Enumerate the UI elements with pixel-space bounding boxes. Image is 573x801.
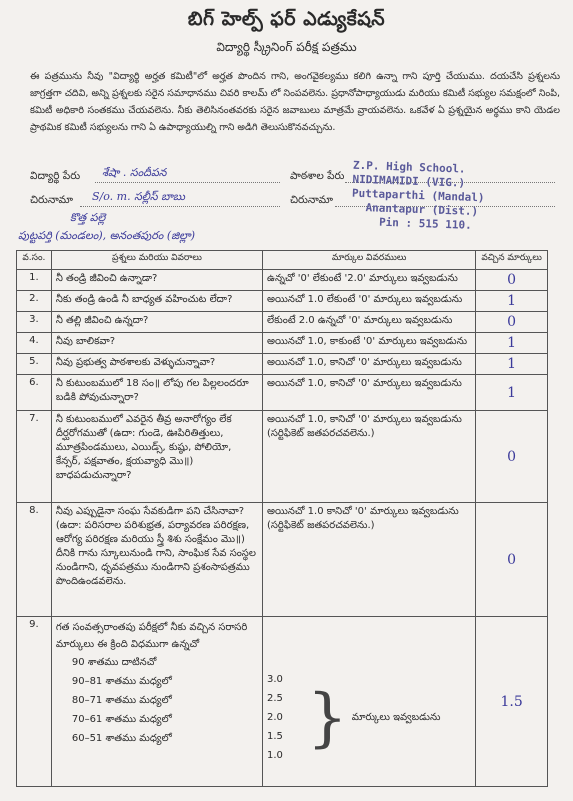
- row-question: నీ కుటుంబములో 18 సం॥ లోపు గల పిల్లలందరూ బడికి పోవుచున్నారా?: [51, 375, 262, 411]
- row-score: 0: [476, 270, 548, 291]
- row-number: 3.: [17, 312, 52, 333]
- father-name-value: S/o. m. సల్లీస్ బాబు: [92, 190, 185, 203]
- row-marks-rule: అయినచో 1.0, కానిచో '0' మార్కులు ఇవ్వబడును: [263, 375, 476, 411]
- table-row: [17, 503, 548, 617]
- row-number: 4.: [17, 333, 52, 354]
- grade-range: 80–71 శాతము మధ్యలో: [71, 695, 172, 706]
- address-label-1: చిరునామా: [30, 194, 73, 206]
- row-question: నీ తండ్రి జీవించి ఉన్నాడా?: [51, 270, 262, 291]
- header-marks-details: మార్కుల వివరములు: [263, 251, 476, 270]
- stamp-line: Puttaparthi (Mandal): [351, 186, 485, 205]
- row-question: గత సంవత్సరాంతపు పరీక్షలో నీకు వచ్చిన సరాసరి మార్కులు ఈ క్రింది విధముగా ఉన్నచో: [55, 622, 248, 650]
- form-title: బిగ్ హెల్ప్ ఫర్ ఎడ్యుకేషన్: [187, 8, 386, 30]
- student-name-value: శేషా . సందీపన: [102, 166, 167, 179]
- row-question: నీ కుటుంబములో ఎవరైన తీవ్ర అనారోగ్యం లేక దీర్ఘరోగముతో (ఉదా: గుండె, ఊపిరితిత్తులు, మూత్రపిండములు, ఎయిడ్స్, కుష్ఠు, పోలియో, కేన్సర్, పక్షవాతం, క్షయవ్యాధి మొ॥) బాధపడుచున్నారా?: [51, 411, 262, 503]
- school-stamp: [351, 159, 486, 234]
- row-number: 1.: [17, 270, 52, 291]
- grade-mark: 2.0: [267, 712, 283, 723]
- row-marks-rule: లేకుంటే 2.0 ఉన్నచో '0' మార్కులు ఇవ్వబడును: [263, 312, 476, 333]
- stamp-line: Anantapur (Dist.): [365, 201, 479, 219]
- row-question-grades: [51, 617, 262, 787]
- row-question: నీవు ప్రభుత్వ పాఠశాలకు వెళ్ళుచున్నావా?: [51, 354, 262, 375]
- row-score: 1: [476, 375, 548, 411]
- row-marks-rule: ఉన్నచో '0' లేకుంటే '2.0' మార్కులు ఇవ్వబడును: [263, 270, 476, 291]
- address-label-2: చిరునామా: [290, 194, 333, 206]
- row-marks-rule: అయినచో 1.0, కాకుంటే '0' మార్కులు ఇవ్వబడును: [263, 333, 476, 354]
- row-score: 0: [476, 503, 548, 617]
- table-row: [17, 333, 548, 354]
- row-marks-rule: మార్కులు ఇవ్వబడును: [351, 711, 441, 723]
- row-question: నీవు ఎప్పుడైనా సంఘ సేవకుడిగా పని చేసినావా? (ఉదా: పరిసరాల పరిశుభ్రత, పర్యావరణ పరిరక్షణ, ఆరోగ్య పరిరక్షణ మరియు స్త్రీ శిశు సంక్షేమం మొ॥) దీనికి గాను స్కూలునుండి గాని, సాంఘిక సేవ సంస్థల నుండిగాని, ధృవపత్రము నుండిగాని ప్రశంసాపత్రము పొందిఉండవలెను.: [51, 503, 262, 617]
- grade-mark: 1.0: [267, 750, 283, 761]
- grade-range: 90 శాతము దాటినచో: [71, 657, 157, 668]
- grade-range: 70–61 శాతము మధ్యలో: [71, 714, 172, 725]
- row-number: 8.: [17, 503, 52, 617]
- row-question: నీవు బాలికవా?: [51, 333, 262, 354]
- stamp-line: Pin : 515 110.: [378, 215, 472, 232]
- header-serial: వ.సం.: [17, 251, 52, 270]
- row-score: 1: [476, 333, 548, 354]
- row-number: 7.: [17, 411, 52, 503]
- header-marks-obtained: వచ్చిన మార్కులు: [476, 251, 548, 270]
- row-number: 9.: [17, 617, 52, 787]
- table-row: [17, 291, 548, 312]
- header-question: ప్రశ్నలు మరియు వివరాలు: [51, 251, 262, 270]
- grade-mark: 2.5: [267, 693, 283, 704]
- row-question: నీ తల్లి జీవించి ఉన్నదా?: [51, 312, 262, 333]
- form-subtitle: విద్యార్థి స్క్రీనింగ్ పరీక్ష పత్రము: [216, 40, 357, 54]
- stamp-line: Z.P. High School.: [352, 158, 466, 176]
- school-name-label: పాఠశాల పేరు: [290, 170, 345, 182]
- row-marks-rule: అయినచో 1.0 లేకుంటే '0' మార్కులు ఇవ్వబడును: [263, 291, 476, 312]
- row-number: 5.: [17, 354, 52, 375]
- row-score: 0: [476, 312, 548, 333]
- intro-paragraph: ఈ పత్రమును నీవు "విద్యార్థి అర్హత కమిటీ"లో అర్హత పొందిన గాని, అంగవైకల్యము కలిగి ఉన్నా గాని పూర్తి చేయుము. దయచేసి ప్రశ్నలను జాగ్రత్తగా చదివి, అన్ని ప్రశ్నలకు సరైన సమాధానము చివరి కాలమ్ లో నింపవలెను. ప్రధానోపాధ్యాయుడు మరియు కమిటీ సభ్యుల సమక్షంలో నింపి, కమిటీ అధికారి సంతకము చేయవలెను. నీకు తెలిసినంతవరకు సరైన జవాబులు మాత్రమే వ్రాయవలెను. ఒకవేళ ఏ ప్రశ్నయైన అర్థము కాని యెడల ప్రాథమిక కమిటీ సభ్యులను గాని ఏ ఉపాధ్యాయుల్ని గాని అడిగి తెలుసుకొనవచ్చును.: [30, 71, 560, 133]
- table-header-row: [17, 251, 548, 270]
- row-question: నీకు తండ్రి ఉండి నీ బాధ్యత వహించుట లేదా?: [51, 291, 262, 312]
- student-name-label: విద్యార్థి పేరు: [30, 170, 81, 182]
- table-row: [17, 617, 548, 787]
- stamp-line: NIDIMAMIDI (VIG.): [352, 172, 466, 190]
- table-row: [17, 375, 548, 411]
- grade-range: 60–51 శాతము మధ్యలో: [71, 733, 172, 744]
- row-marks-rule: అయినచో 1.0 కానిచో '0' మార్కులు ఇవ్వబడును (సర్టిఫికెట్ జతపరచవలెను.): [263, 503, 476, 617]
- row-score: 1: [476, 354, 548, 375]
- row-score: 1.5: [476, 617, 548, 787]
- grade-mark: 3.0: [267, 674, 283, 685]
- row-marks-rule: అయినచో 1.0, కానిచో '0' మార్కులు ఇవ్వబడును: [263, 354, 476, 375]
- grade-mark: 1.5: [267, 731, 283, 742]
- row-marks-grades: [263, 617, 476, 787]
- village-value: కొత్త పల్లె: [70, 211, 106, 224]
- table-row: [17, 312, 548, 333]
- table-row: [17, 411, 548, 503]
- table-row: [17, 270, 548, 291]
- district-value: పుట్టపర్తి (మండలం), అనంతపురం (జిల్లా): [18, 229, 195, 242]
- row-number: 2.: [17, 291, 52, 312]
- address-line-1: [80, 206, 280, 207]
- grade-range: 90–81 శాతము మధ్యలో: [71, 676, 172, 687]
- student-name-line: [95, 182, 280, 183]
- row-marks-rule: అయినచో 1.0, కానిచో '0' మార్కులు ఇవ్వబడును (సర్టిఫికెట్ జతపరచవలెను.): [263, 411, 476, 503]
- screening-table: [16, 250, 548, 787]
- row-score: 1: [476, 291, 548, 312]
- curly-brace-icon: }: [307, 680, 348, 755]
- row-number: 6.: [17, 375, 52, 411]
- row-score: 0: [476, 411, 548, 503]
- table-row: [17, 354, 548, 375]
